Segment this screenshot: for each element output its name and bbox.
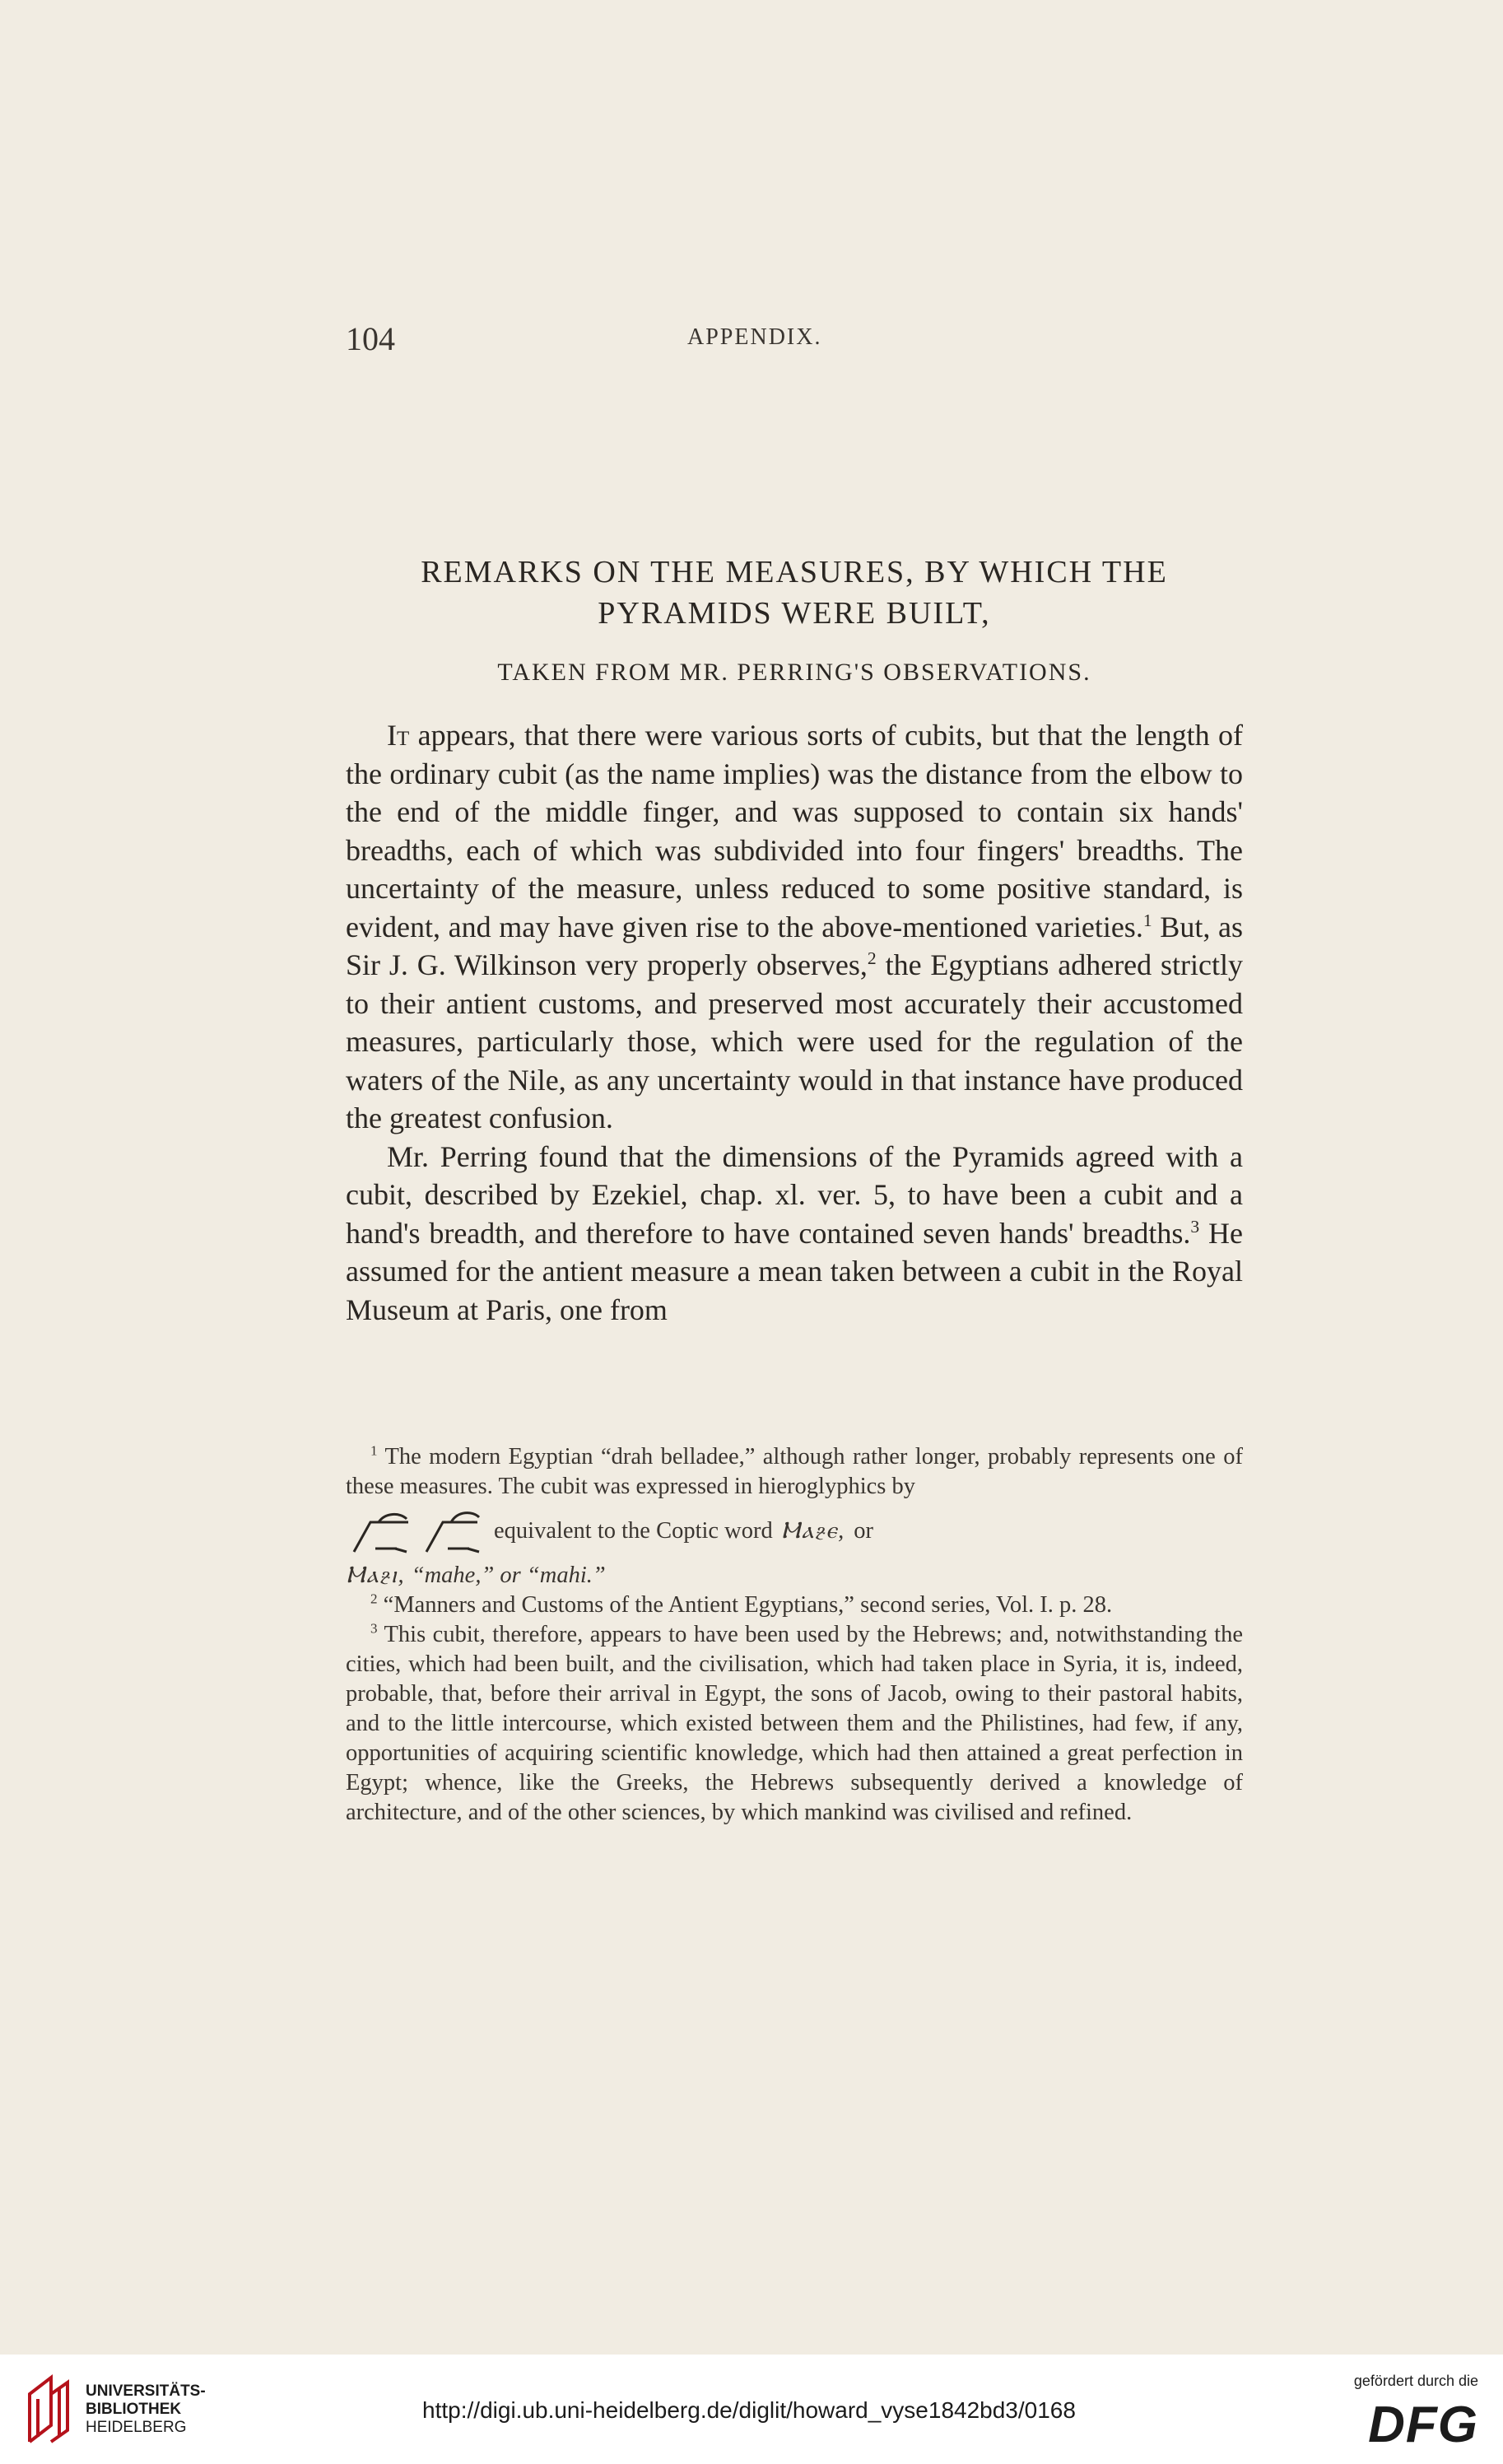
footnote-3: [346, 1620, 1243, 1828]
coptic-word-2: Ⲙⲁⳉⲓ,: [346, 1563, 406, 1588]
running-title: APPENDIX.: [687, 324, 822, 350]
library-line-3: HEIDELBERG: [86, 2419, 187, 2436]
footnote-1-mark: 1: [370, 1442, 378, 1459]
library-line-1: UNIVERSITÄTS-: [86, 2382, 206, 2400]
body-text: [346, 716, 1243, 1329]
footnote-ref-1: 1: [1142, 910, 1152, 930]
para1-text-1: appears, that there were various sorts of cubits, but that the length of the ordinary cubit (as the name implies) was the distance from the elbow to the end of the middle finger, and was supposed to contain six hands' breadths, each of which was subdivided into four fingers' breadths. The uncertainty of the measure, unless reduced to some positive standard, is evident, and may have given rise to the above-mentioned varieties.: [346, 719, 1243, 943]
footer-bar: [0, 2355, 1503, 2464]
footnote-ref-3: 3: [1190, 1216, 1200, 1237]
paragraph-2: [346, 1138, 1243, 1330]
footnote-1-continuation: equivalent to the Coptic word: [494, 1518, 773, 1544]
para1-text-3: the Egyptians adhered strictly to their antient customs, and preserved most accurately their accustomed measures, particularly those, which were used for the regulation of the waters of the Nile, as any uncertainty would in that instance have produced the greatest confusion.: [346, 948, 1243, 1134]
lead-word: It: [387, 719, 410, 752]
para1-text-2: But, as Sir J. G. Wilkinson very properly observes,: [346, 910, 1243, 981]
coptic-word-1: Ⲙⲁⳉⲉ,: [780, 1518, 846, 1544]
para2-text-1: Mr. Perring found that the dimensions of the Pyramids agreed with a cubit, described by Ezekiel, chap. xl. ver. 5, to have been a cubit and a hand's breadth, and therefore to have contained seven hands' breadths.: [346, 1139, 1243, 1250]
footnote-1-or: or: [854, 1518, 874, 1544]
footnote-ref-2: 2: [867, 948, 877, 968]
library-name: [86, 2382, 206, 2437]
footnote-3-text: This cubit, therefore, appears to have been used by the Hebrews; and, notwithstanding the cities, which had been built, and the civilisation, which had taken place in Syria, it is, indeed, probable, that, before their arrival in Egypt, the sons of Jacob, owing to their pastoral habits, and to the little intercourse, which existed between them and the Philistines, had few, if any, opportunities of acquiring scientific knowledge, which had then attained a great perfection in Egypt; whence, like the Greeks, the Hebrews subsequently derived a knowledge of architecture, and of the other sciences, by which mankind was civilised and refined.: [346, 1622, 1243, 1825]
footnote-2-mark: 2: [370, 1591, 378, 1607]
footnote-2: [346, 1591, 1243, 1620]
footnote-1-hieroglyph-line: [346, 1502, 1243, 1561]
title-line-1: REMARKS ON THE MEASURES, BY WHICH THE: [421, 555, 1168, 589]
library-line-2: BIBLIOTHEK: [86, 2401, 182, 2418]
transliteration: “mahe,” or “mahi.”: [411, 1563, 606, 1588]
para2-text-2: He assumed for the antient measure a mean taken between a cubit in the Royal Museum at Paris, one from: [346, 1216, 1243, 1326]
paragraph-1: [346, 716, 1243, 1138]
dfg-logo-icon: DFG: [1368, 2396, 1478, 2453]
footnote-1-last-line: [346, 1561, 1243, 1591]
footnote-2-text: “Manners and Customs of the Antient Egyptians,” second series, Vol. I. p. 28.: [377, 1592, 1113, 1618]
permalink-url[interactable]: http://digi.ub.uni-heidelberg.de/diglit/howard_vyse1842bd3/0168: [422, 2397, 1076, 2423]
chapter-subtitle: TAKEN FROM MR. PERRING'S OBSERVATIONS.: [497, 659, 1091, 686]
footnote-1-text: The modern Egyptian “drah belladee,” although rather longer, probably represents one of these measures. The cubit was expressed in hieroglyphics by: [346, 1444, 1243, 1499]
footnotes: [346, 1442, 1243, 1828]
hieroglyph-cubit-icon: [346, 1504, 486, 1558]
footnote-3-mark: 3: [370, 1620, 378, 1637]
university-library-logo-icon: [18, 2371, 76, 2445]
page-number: 104: [346, 320, 395, 357]
funder-note: gefördert durch die: [1353, 2373, 1478, 2389]
title-line-2: PYRAMIDS WERE BUILT,: [598, 596, 991, 631]
footnote-1: [346, 1442, 1243, 1502]
chapter-title: [346, 552, 1243, 634]
